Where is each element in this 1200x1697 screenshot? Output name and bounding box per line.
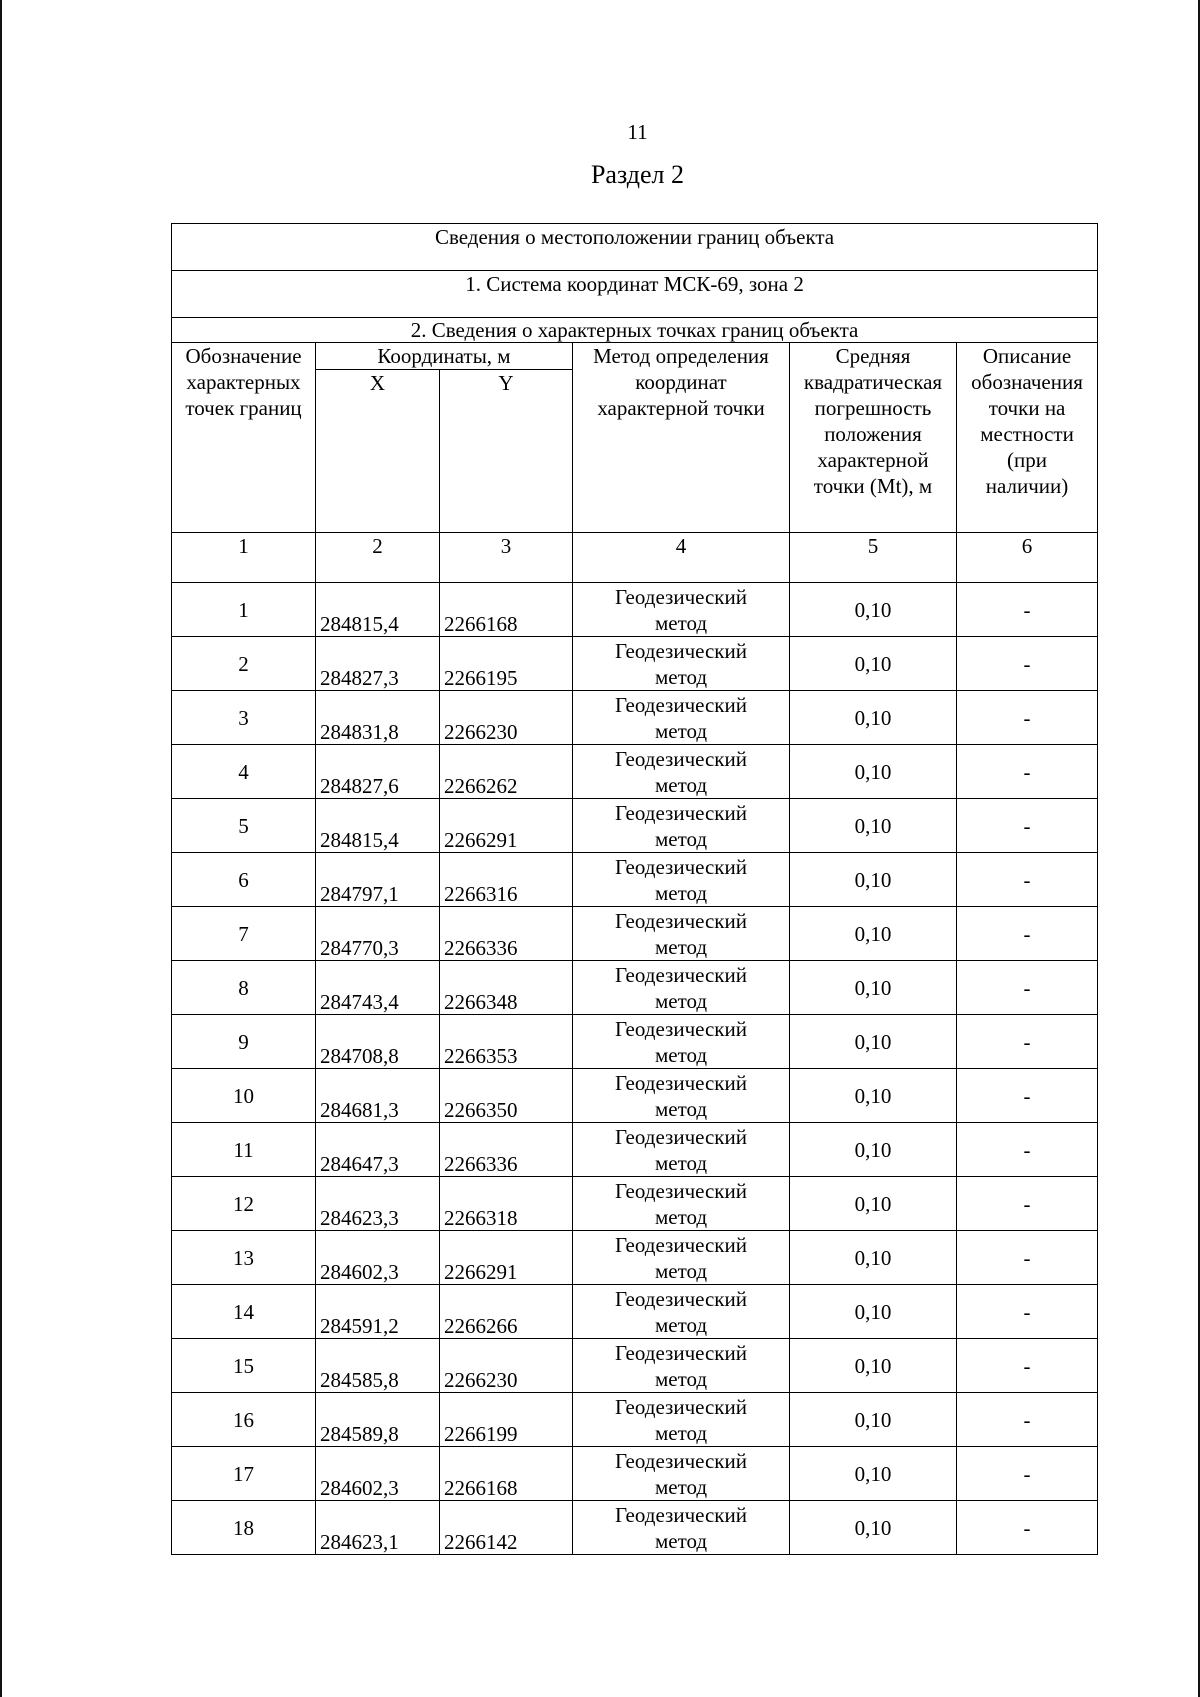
method-line: Геодезический — [615, 1124, 747, 1149]
coordinate-x: 284681,3 — [316, 1069, 440, 1123]
header-error-line: квадратическая — [803, 370, 943, 394]
mean-square-error: 0,10 — [790, 961, 957, 1015]
mean-square-error: 0,10 — [790, 1339, 957, 1393]
mean-square-error: 0,10 — [790, 1177, 957, 1231]
method-line: метод — [654, 1528, 708, 1553]
point-number: 16 — [172, 1393, 316, 1447]
table-row — [172, 907, 1098, 961]
point-number: 10 — [172, 1069, 316, 1123]
mean-square-error: 0,10 — [790, 691, 957, 745]
mean-square-error: 0,10 — [790, 853, 957, 907]
coordinate-y: 2266336 — [440, 1123, 573, 1177]
header-x: X — [316, 370, 440, 533]
method-line: Геодезический — [615, 1340, 747, 1365]
point-description: - — [957, 1285, 1098, 1339]
header-method — [573, 343, 790, 533]
header-y: Y — [440, 370, 573, 533]
coordinate-y: 2266262 — [440, 745, 573, 799]
point-number: 8 — [172, 961, 316, 1015]
header-designation-line: Обозначение — [185, 344, 302, 368]
points-heading: 2. Сведения о характерных точках границ объекта — [172, 318, 1098, 343]
point-number: 9 — [172, 1015, 316, 1069]
coordinate-y: 2266199 — [440, 1393, 573, 1447]
point-description: - — [957, 1447, 1098, 1501]
mean-square-error: 0,10 — [790, 745, 957, 799]
table-row — [172, 637, 1098, 691]
method-line: Геодезический — [615, 1502, 747, 1527]
table-row — [172, 583, 1098, 637]
method-line: метод — [654, 826, 708, 851]
table-row — [172, 1393, 1098, 1447]
coordinate-y: 2266336 — [440, 907, 573, 961]
coordinate-x: 284602,3 — [316, 1231, 440, 1285]
header-method-line: координат — [635, 370, 727, 394]
method-cell — [573, 853, 790, 907]
mean-square-error: 0,10 — [790, 1285, 957, 1339]
method-line: метод — [654, 664, 708, 689]
mean-square-error: 0,10 — [790, 1069, 957, 1123]
page-number: 11 — [627, 120, 648, 144]
header-error-line: погрешность — [814, 396, 932, 420]
coordinate-y: 2266168 — [440, 583, 573, 637]
method-cell — [573, 1231, 790, 1285]
method-line: метод — [654, 1096, 708, 1121]
method-line: Геодезический — [615, 800, 747, 825]
column-number: 4 — [573, 533, 790, 583]
table-row — [172, 1231, 1098, 1285]
mean-square-error: 0,10 — [790, 1447, 957, 1501]
method-line: метод — [654, 1420, 708, 1445]
method-line: Геодезический — [615, 854, 747, 879]
point-number: 1 — [172, 583, 316, 637]
table-row — [172, 1285, 1098, 1339]
point-number: 4 — [172, 745, 316, 799]
method-line: метод — [654, 934, 708, 959]
column-number: 6 — [957, 533, 1098, 583]
header-description-line: точки на — [988, 396, 1066, 420]
point-description: - — [957, 907, 1098, 961]
coordinate-x: 284815,4 — [316, 583, 440, 637]
method-cell — [573, 1393, 790, 1447]
point-description: - — [957, 745, 1098, 799]
header-error — [790, 343, 957, 533]
table-row — [172, 853, 1098, 907]
coordinate-x: 284708,8 — [316, 1015, 440, 1069]
method-line: Геодезический — [615, 1394, 747, 1419]
mean-square-error: 0,10 — [790, 1123, 957, 1177]
method-line: Геодезический — [615, 1232, 747, 1257]
method-line: метод — [654, 1042, 708, 1067]
coordinate-x: 284827,3 — [316, 637, 440, 691]
coordinate-y: 2266348 — [440, 961, 573, 1015]
page-edge-left — [0, 0, 2, 1697]
method-line: метод — [654, 610, 708, 635]
method-line: метод — [654, 988, 708, 1013]
method-line: метод — [654, 1474, 708, 1499]
coordinate-x: 284647,3 — [316, 1123, 440, 1177]
column-number: 1 — [172, 533, 316, 583]
method-line: метод — [654, 1150, 708, 1175]
method-cell — [573, 1177, 790, 1231]
coordinate-y: 2266353 — [440, 1015, 573, 1069]
point-number: 14 — [172, 1285, 316, 1339]
method-line: Геодезический — [615, 638, 747, 663]
header-coordinates: Координаты, м — [316, 343, 573, 370]
header-error-line: Средняя — [835, 344, 911, 368]
point-number: 6 — [172, 853, 316, 907]
point-description: - — [957, 691, 1098, 745]
coordinate-y: 2266318 — [440, 1177, 573, 1231]
mean-square-error: 0,10 — [790, 1015, 957, 1069]
header-designation — [172, 343, 316, 533]
table-row — [172, 1015, 1098, 1069]
coordinate-x: 284623,3 — [316, 1177, 440, 1231]
coordinate-y: 2266266 — [440, 1285, 573, 1339]
table-row — [172, 1177, 1098, 1231]
coordinate-y: 2266291 — [440, 1231, 573, 1285]
method-cell — [573, 1015, 790, 1069]
point-number: 18 — [172, 1501, 316, 1555]
method-cell — [573, 1069, 790, 1123]
table-title: Сведения о местоположении границ объекта — [172, 224, 1098, 271]
table-row — [172, 745, 1098, 799]
coordinate-x: 284797,1 — [316, 853, 440, 907]
mean-square-error: 0,10 — [790, 1393, 957, 1447]
point-description: - — [957, 1231, 1098, 1285]
method-line: метод — [654, 718, 708, 743]
method-cell — [573, 799, 790, 853]
method-line: Геодезический — [615, 746, 747, 771]
method-cell — [573, 691, 790, 745]
mean-square-error: 0,10 — [790, 907, 957, 961]
table-row — [172, 961, 1098, 1015]
method-line: метод — [654, 880, 708, 905]
method-cell — [573, 1285, 790, 1339]
point-number: 2 — [172, 637, 316, 691]
coordinate-y: 2266316 — [440, 853, 573, 907]
method-line: Геодезический — [615, 1070, 747, 1095]
point-description: - — [957, 799, 1098, 853]
method-line: метод — [654, 1312, 708, 1337]
header-error-line: характерной — [817, 448, 929, 472]
column-number: 2 — [316, 533, 440, 583]
point-number: 12 — [172, 1177, 316, 1231]
method-cell — [573, 907, 790, 961]
mean-square-error: 0,10 — [790, 1231, 957, 1285]
header-description-line: обозначения — [971, 370, 1083, 394]
point-description: - — [957, 1177, 1098, 1231]
point-description: - — [957, 961, 1098, 1015]
method-line: Геодезический — [615, 584, 747, 609]
table-row — [172, 1501, 1098, 1555]
method-line: Геодезический — [615, 1448, 747, 1473]
table-row — [172, 1069, 1098, 1123]
coordinate-y: 2266230 — [440, 1339, 573, 1393]
point-description: - — [957, 1123, 1098, 1177]
table-row — [172, 799, 1098, 853]
header-error-line: положения — [824, 422, 922, 446]
mean-square-error: 0,10 — [790, 583, 957, 637]
header-description-line: местности — [980, 422, 1074, 446]
method-line: метод — [654, 1366, 708, 1391]
table-row — [172, 1339, 1098, 1393]
header-designation-line: точек границ — [185, 396, 302, 420]
method-line: метод — [654, 772, 708, 797]
method-line: метод — [654, 1258, 708, 1283]
method-line: Геодезический — [615, 1016, 747, 1041]
point-description: - — [957, 583, 1098, 637]
coordinate-x: 284602,3 — [316, 1447, 440, 1501]
method-line: метод — [654, 1204, 708, 1229]
column-number: 3 — [440, 533, 573, 583]
method-cell — [573, 1447, 790, 1501]
mean-square-error: 0,10 — [790, 637, 957, 691]
header-description-line: (при — [1007, 448, 1048, 472]
table-row — [172, 1123, 1098, 1177]
point-description: - — [957, 1393, 1098, 1447]
point-number: 11 — [172, 1123, 316, 1177]
section-title: Раздел 2 — [590, 160, 685, 189]
coordinate-x: 284585,8 — [316, 1339, 440, 1393]
coordinate-y: 2266195 — [440, 637, 573, 691]
method-cell — [573, 745, 790, 799]
coordinate-y: 2266291 — [440, 799, 573, 853]
table-row — [172, 1447, 1098, 1501]
coordinate-x: 284770,3 — [316, 907, 440, 961]
coordinate-x: 284831,8 — [316, 691, 440, 745]
mean-square-error: 0,10 — [790, 1501, 957, 1555]
point-description: - — [957, 1069, 1098, 1123]
method-cell — [573, 961, 790, 1015]
method-cell — [573, 637, 790, 691]
coordinate-x: 284743,4 — [316, 961, 440, 1015]
method-line: Геодезический — [615, 1286, 747, 1311]
method-cell — [573, 1501, 790, 1555]
method-line: Геодезический — [615, 962, 747, 987]
coordinate-x: 284827,6 — [316, 745, 440, 799]
mean-square-error: 0,10 — [790, 799, 957, 853]
method-line: Геодезический — [615, 908, 747, 933]
point-description: - — [957, 637, 1098, 691]
point-number: 17 — [172, 1447, 316, 1501]
header-description — [957, 343, 1098, 533]
method-cell — [573, 1339, 790, 1393]
header-method-line: Метод определения — [593, 344, 769, 368]
method-cell — [573, 1123, 790, 1177]
header-description-line: наличии) — [985, 474, 1069, 498]
coordinate-y: 2266350 — [440, 1069, 573, 1123]
point-number: 3 — [172, 691, 316, 745]
point-description: - — [957, 1501, 1098, 1555]
point-description: - — [957, 1339, 1098, 1393]
coordinate-system: 1. Система координат МСК-69, зона 2 — [172, 271, 1098, 318]
coordinate-y: 2266168 — [440, 1447, 573, 1501]
column-number: 5 — [790, 533, 957, 583]
method-line: Геодезический — [615, 1178, 747, 1203]
coordinate-x: 284591,2 — [316, 1285, 440, 1339]
point-number: 7 — [172, 907, 316, 961]
method-line: Геодезический — [615, 692, 747, 717]
point-description: - — [957, 1015, 1098, 1069]
coordinate-x: 284623,1 — [316, 1501, 440, 1555]
header-designation-line: характерных — [186, 370, 301, 394]
coordinate-x: 284815,4 — [316, 799, 440, 853]
method-cell — [573, 583, 790, 637]
header-method-line: характерной точки — [597, 396, 765, 420]
point-number: 13 — [172, 1231, 316, 1285]
point-number: 5 — [172, 799, 316, 853]
point-number: 15 — [172, 1339, 316, 1393]
coordinate-y: 2266230 — [440, 691, 573, 745]
header-error-line: точки (Mt), м — [813, 474, 933, 498]
coordinate-x: 284589,8 — [316, 1393, 440, 1447]
table-row — [172, 691, 1098, 745]
coordinate-y: 2266142 — [440, 1501, 573, 1555]
header-description-line: Описание — [982, 344, 1072, 368]
point-description: - — [957, 853, 1098, 907]
boundary-table — [171, 223, 1098, 1555]
